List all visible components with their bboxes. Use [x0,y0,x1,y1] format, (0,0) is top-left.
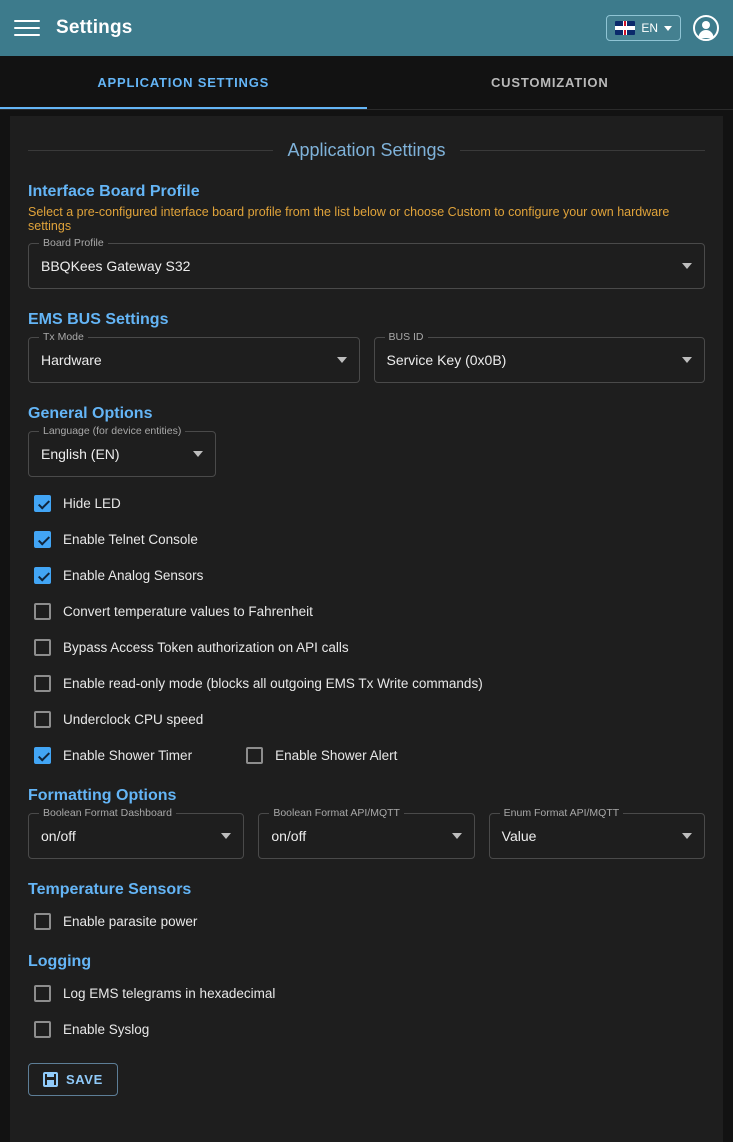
save-button-label: SAVE [66,1072,103,1087]
panel-heading [28,140,705,161]
checkbox-indicator [34,1021,51,1038]
section-title-formatting-options: Formatting Options [28,787,177,804]
checkbox-hide-led[interactable] [28,495,121,512]
chevron-down-icon [193,451,203,457]
checkbox-enable-analog-sensors[interactable] [28,567,203,584]
checkbox-row-hide-led [28,485,705,521]
chevron-down-icon [682,833,692,839]
checkbox-enable-shower-alert[interactable] [240,747,397,764]
tab-application-settings-label: APPLICATION SETTINGS [97,75,270,90]
checkbox-row-log-hex [28,975,705,1011]
chevron-down-icon [452,833,462,839]
tx-mode-select[interactable] [28,331,360,383]
checkbox-label: Bypass Access Token authorization on API calls [63,639,349,655]
checkbox-indicator [34,675,51,692]
checkbox-row-bypass-access-token [28,629,705,665]
boolean-format-dashboard-legend: Boolean Format Dashboard [39,807,176,819]
checkbox-row-convert-to-fahrenheit [28,593,705,629]
language-value: English (EN) [41,446,120,462]
checkbox-row-underclock-cpu [28,701,705,737]
chevron-down-icon [664,26,672,31]
panel-title: Application Settings [287,140,446,160]
tx-mode-legend: Tx Mode [39,331,88,343]
tab-customization-label: CUSTOMIZATION [490,75,609,90]
checkbox-indicator [34,567,51,584]
checkbox-label: Enable Analog Sensors [63,567,204,583]
checkbox-read-only-mode[interactable] [28,675,483,692]
checkbox-label: Underclock CPU speed [63,711,204,727]
checkbox-enable-telnet-console[interactable] [28,531,198,548]
page-title: Settings [56,17,133,38]
checkbox-label: Enable Telnet Console [63,531,198,547]
enum-format-api-legend: Enum Format API/MQTT [500,807,624,819]
section-hint-interface-board: Select a pre-configured interface board profile from the list below or choose Custom to configure your own hardware settings [28,205,670,233]
section-title-ems-bus: EMS BUS Settings [28,311,169,328]
boolean-format-dashboard-select[interactable] [28,807,244,859]
checkbox-row-enable-analog-sensors [28,557,705,593]
checkbox-enable-shower-timer[interactable] [28,747,192,764]
checkbox-row-enable-telnet-console [28,521,705,557]
general-options-checkbox-list [28,485,705,773]
enum-format-api-value: Value [501,828,537,844]
checkbox-enable-parasite-power[interactable] [28,913,197,930]
tab-customization[interactable] [367,56,733,109]
language-selector-label: EN [641,21,658,35]
section-title-temperature-sensors: Temperature Sensors [28,881,192,898]
checkbox-indicator [34,747,51,764]
checkbox-indicator [34,711,51,728]
checkbox-log-ems-telegrams-hex[interactable] [28,985,275,1002]
checkbox-label: Enable read-only mode (blocks all outgoing EMS Tx Write commands) [63,675,483,691]
checkbox-label: Enable Syslog [63,1021,150,1037]
uk-flag-icon [615,21,635,35]
checkbox-label: Convert temperature values to Fahrenheit [63,603,313,619]
board-profile-value: BBQKees Gateway S32 [41,258,191,274]
checkbox-indicator [34,495,51,512]
chevron-down-icon [682,357,692,363]
checkbox-label: Enable parasite power [63,913,198,929]
boolean-format-api-select[interactable] [258,807,474,859]
checkbox-label: Hide LED [63,495,121,511]
checkbox-bypass-access-token[interactable] [28,639,349,656]
checkbox-row-parasite-power [28,903,705,939]
tab-application-settings[interactable] [0,56,367,109]
chevron-down-icon [682,263,692,269]
account-circle-icon[interactable] [693,15,719,41]
bus-id-legend: BUS ID [385,331,428,343]
checkbox-label: Log EMS telegrams in hexadecimal [63,985,276,1001]
checkbox-row-read-only-mode [28,665,705,701]
app-bar [0,0,733,56]
checkbox-convert-to-fahrenheit[interactable] [28,603,313,620]
board-profile-legend: Board Profile [39,237,108,249]
checkbox-label: Enable Shower Timer [63,747,193,763]
checkbox-row-shower [28,737,705,773]
checkbox-row-enable-syslog [28,1011,705,1047]
board-profile-select[interactable] [28,237,705,289]
hamburger-menu-icon[interactable] [14,15,40,41]
section-title-interface-board: Interface Board Profile [28,183,200,200]
checkbox-label: Enable Shower Alert [275,747,398,763]
checkbox-indicator [246,747,263,764]
checkbox-enable-syslog[interactable] [28,1021,149,1038]
save-button[interactable] [28,1063,118,1096]
divider-right [460,150,705,151]
checkbox-indicator [34,603,51,620]
settings-panel [10,116,723,1142]
boolean-format-api-value: on/off [271,828,307,844]
formatting-options-fields [28,807,705,859]
bus-id-value: Service Key (0x0B) [386,352,507,368]
boolean-format-api-legend: Boolean Format API/MQTT [269,807,404,819]
section-title-logging: Logging [28,953,92,970]
chevron-down-icon [221,833,231,839]
checkbox-indicator [34,985,51,1002]
ems-bus-fields [28,331,705,383]
enum-format-api-select[interactable] [489,807,705,859]
chevron-down-icon [337,357,347,363]
bus-id-select[interactable] [374,331,706,383]
checkbox-underclock-cpu[interactable] [28,711,203,728]
checkbox-indicator [34,531,51,548]
tx-mode-value: Hardware [41,352,102,368]
app-bar-actions [606,15,719,41]
tab-bar [0,56,733,110]
language-legend: Language (for device entities) [39,425,185,437]
language-selector[interactable] [606,15,681,41]
floppy-disk-icon [43,1072,58,1087]
boolean-format-dashboard-value: on/off [41,828,76,844]
checkbox-indicator [34,639,51,656]
divider-left [28,150,273,151]
language-select[interactable] [28,425,216,477]
checkbox-indicator [34,913,51,930]
section-title-general-options: General Options [28,405,153,422]
